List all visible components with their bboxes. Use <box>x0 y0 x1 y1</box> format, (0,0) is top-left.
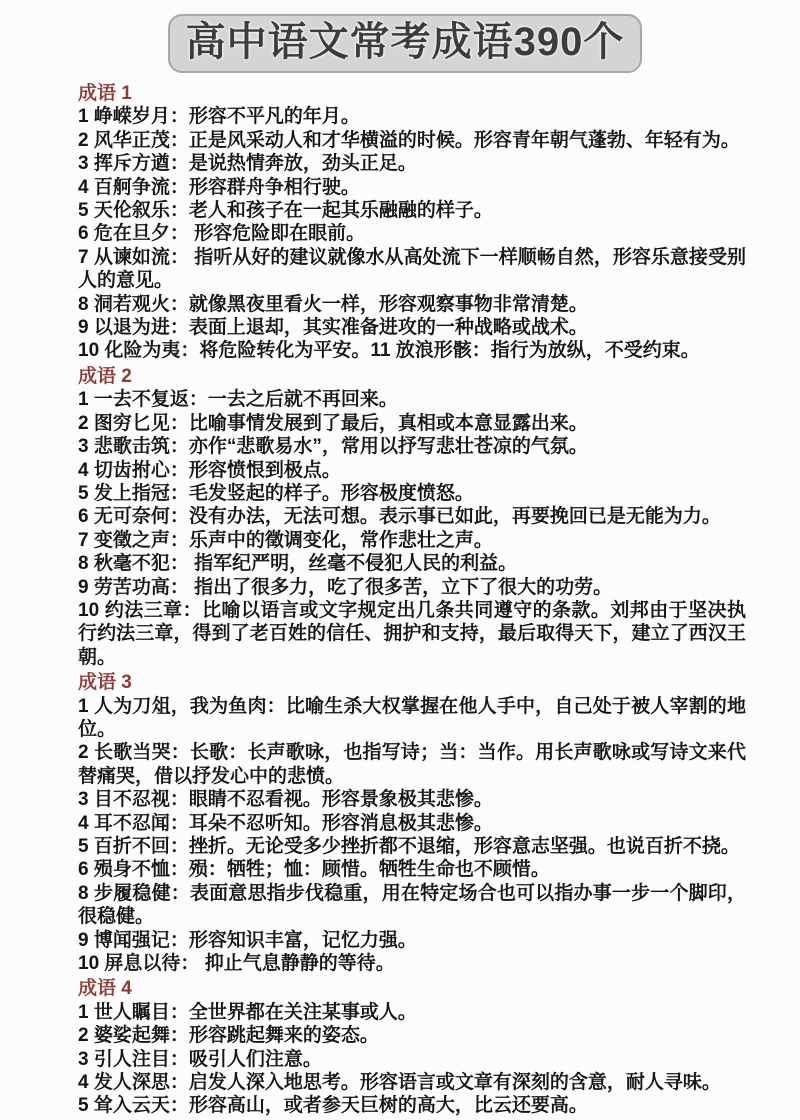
idiom-entry: 3 悲歌击筑：亦作“悲歌易水”，常用以抒写悲壮苍凉的气氛。 <box>78 436 588 458</box>
idiom-entry: 2 长歌当哭：长歌：长声歌咏，也指写诗；当：当作。用长声歌咏或写诗文来代替痛哭，借以抒发心中的悲愤。 <box>78 742 746 787</box>
idiom-entry: 2 图穷匕见：比喻事情发展到了最后，真相或本意显露出来。 <box>78 412 588 434</box>
idiom-entry: 4 耳不忍闻：耳朵不忍听知。形容消息极其悲惨。 <box>78 812 493 834</box>
idiom-entry: 6 危在旦夕： 形容危险即在眼前。 <box>78 223 366 245</box>
idiom-entry: 8 秋毫不犯： 指军纪严明，丝毫不侵犯人民的利益。 <box>78 553 518 575</box>
idiom-entry: 6 殒身不恤：殒：牺牲；恤：顾惜。牺牲生命也不顾惜。 <box>78 859 550 881</box>
idiom-entry: 1 人为刀俎，我为鱼肉：比喻生杀大权掌握在他人手中，自己处于被人宰割的地位。 <box>78 695 746 740</box>
section-chengyu-4 <box>78 977 746 1117</box>
idiom-entry: 5 发上指冠：毛发竖起的样子。形容极度愤怒。 <box>78 482 474 504</box>
idiom-entry: 1 世人瞩目：全世界都在关注某事或人。 <box>78 1001 417 1023</box>
idiom-entry: 2 婆娑起舞：形容跳起舞来的姿态。 <box>78 1025 379 1047</box>
idiom-entry: 3 引人注目：吸引人们注意。 <box>78 1048 322 1070</box>
idiom-entry: 10 屏息以待： 抑止气息静静的等待。 <box>78 953 395 975</box>
idiom-entry: 8 步履稳健：表面意思指步伐稳重，用在特定场合也可以指办事一步一个脚印，很稳健。 <box>78 882 746 928</box>
idiom-entry: 9 以退为进：表面上退却，其实准备进攻的一种战略或战术。 <box>78 317 588 339</box>
section-label: 成语 4 <box>78 978 132 1000</box>
idiom-entry: 3 挥斥方遒：是说热情奔放，劲头正足。 <box>78 153 417 175</box>
idiom-entry: 9 劳苦功高： 指出了很多力，吃了很多苦，立下了很大的功劳。 <box>78 576 613 598</box>
idiom-entry: 1 峥嵘岁月：形容不平凡的年月。 <box>78 106 360 128</box>
idiom-entry: 3 目不忍视：眼睛不忍看视。形容景象极其悲惨。 <box>78 789 493 811</box>
idiom-entry: 1 一去不复返：一去之后就不再回来。 <box>78 389 398 411</box>
idiom-entry: 8 洞若观火：就像黑夜里看火一样，形容观察事物非常清楚。 <box>78 293 588 315</box>
section-label: 成语 2 <box>78 365 132 387</box>
idiom-entry: 10 化险为夷：将危险转化为平安。11 放浪形骸：指行为放纵，不受约束。 <box>78 340 700 362</box>
idiom-entry: 7 变徵之声：乐声中的徵调变化，常作悲壮之声。 <box>78 529 493 551</box>
idiom-entry: 4 发人深思：启发人深入地思考。形容语言或文章有深刻的含意，耐人寻味。 <box>78 1072 721 1094</box>
idiom-entry: 9 博闻强记：形容知识丰富，记忆力强。 <box>78 929 417 951</box>
section-chengyu-2 <box>78 365 746 669</box>
idiom-entry: 5 天伦叙乐：老人和孩子在一起其乐融融的样子。 <box>78 200 493 222</box>
idiom-entry: 4 百舸争流：形容群舟争相行驶。 <box>78 176 360 198</box>
idiom-entry: 2 风华正茂：正是风采动人和才华横溢的时候。形容青年朝气蓬勃、年轻有为。 <box>78 129 740 151</box>
section-chengyu-1 <box>78 82 746 363</box>
idiom-entry: 10 约法三章：比喻以语言或文字规定出几条共同遵守的条款。刘邦由于坚决执行约法三章，得到了老百姓的信任、拥护和支持，最后取得天下，建立了西汉王朝。 <box>78 599 746 668</box>
idiom-entry: 6 无可奈何：没有办法，无法可想。表示事已如此，再要挽回已是无能为力。 <box>78 506 721 528</box>
page-title: 高中语文常考成语390个 <box>168 14 643 73</box>
section-chengyu-3 <box>78 671 746 975</box>
title-row <box>64 14 746 73</box>
section-label: 成语 3 <box>78 672 132 694</box>
idiom-entry: 5 耸入云天：形容高山，或者参天巨树的高大，比云还要高。 <box>78 1095 588 1117</box>
idiom-entry: 4 切齿拊心：形容愤恨到极点。 <box>78 459 341 481</box>
idiom-entry: 5 百折不回：挫折。无论受多少挫折都不退缩，形容意志坚强。也说百折不挠。 <box>78 836 740 857</box>
idiom-entry: 7 从谏如流： 指听从好的建议就像水从高处流下一样顺畅自然，形容乐意接受别人的意见。 <box>78 246 746 292</box>
section-label: 成语 1 <box>78 83 132 104</box>
